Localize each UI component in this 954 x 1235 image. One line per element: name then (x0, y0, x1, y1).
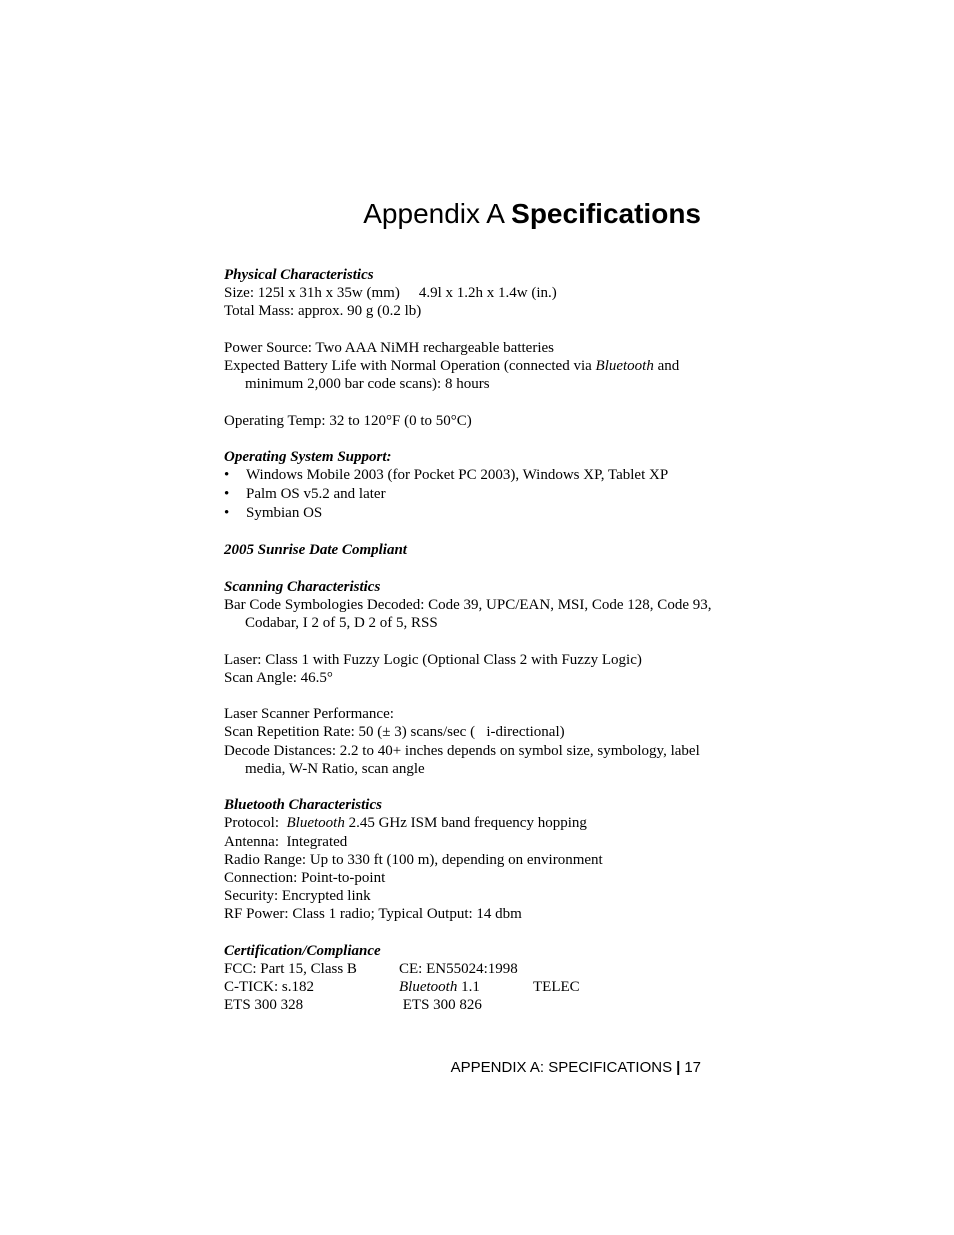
security-line: Security: Encrypted link (224, 888, 371, 905)
spec-body (224, 266, 714, 1015)
os-list (224, 466, 714, 523)
list-item: • Palm OS v5.2 and later (224, 486, 386, 503)
performance-line: Laser Scanner Performance: (224, 706, 394, 723)
os-heading: Operating System Support: (224, 448, 392, 465)
protocol-line: Protocol: Bluetooth 2.45 GHz ISM band frequency hopping (224, 815, 587, 832)
footer-label: APPENDIX A: SPECIFICATIONS (450, 1059, 673, 1076)
footer-separator: | (676, 1059, 681, 1076)
page-title (363, 195, 701, 233)
range-line: Radio Range: Up to 330 ft (100 m), depending on environment (224, 851, 603, 868)
physical-heading: Physical Characteristics (224, 267, 374, 283)
scanning-heading: Scanning Characteristics (224, 578, 381, 595)
mass-line: Total Mass: approx. 90 g (0.2 lb) (224, 303, 422, 320)
cert-row: C-TICK: s.182 Bluetooth 1.1 TELEC (224, 979, 580, 996)
cert-row: ETS 300 328 ETS 300 826 (224, 997, 482, 1014)
bluetooth-heading: Bluetooth Characteristics (224, 797, 382, 814)
cert-heading: Certification/Compliance (224, 942, 381, 959)
laser-line: Laser: Class 1 with Fuzzy Logic (Optional Class 2 with Fuzzy Logic) (224, 651, 642, 668)
repetition-line: Scan Repetition Rate: 50 (± 3) scans/sec ( i-directional) (224, 724, 565, 741)
rf-line: RF Power: Class 1 radio; Typical Output: 14 dbm (224, 906, 522, 923)
antenna-line: Antenna: Integrated (224, 833, 348, 850)
sunrise-heading: 2005 Sunrise Date Compliant (224, 542, 407, 559)
page-number: 17 (684, 1059, 701, 1076)
symbologies-line: Bar Code Symbologies Decoded: Code 39, UPC/EAN, MSI, Code 128, Code 93, Codabar, I 2 of 5, D 2 of 5, RSS (224, 596, 712, 632)
title-main: Specifications (511, 198, 701, 229)
temp-line: Operating Temp: 32 to 120°F (0 to 50°C) (224, 412, 472, 429)
list-item: • Symbian OS (224, 505, 323, 522)
title-prefix: Appendix A (363, 198, 504, 229)
list-item: • Windows Mobile 2003 (for Pocket PC 2003), Windows XP, Tablet XP (224, 467, 669, 484)
size-mm: Size: 125l x 31h x 35w (mm) (224, 285, 400, 302)
decode-line: Decode Distances: 2.2 to 40+ inches depends on symbol size, symbology, label media, W-N Ratio, scan angle (224, 742, 700, 777)
size-in: 4.9l x 1.2h x 1.4w (in.) (418, 285, 557, 302)
battery-line: Expected Battery Life with Normal Operation (connected via Bluetooth and minimum 2,000 bar code scans): 8 hours (224, 358, 680, 393)
page-footer (451, 1058, 701, 1078)
cert-row: FCC: Part 15, Class B CE: EN55024:1998 (224, 960, 518, 977)
size-line (224, 284, 714, 302)
power-line: Power Source: Two AAA NiMH rechargeable batteries (224, 339, 554, 356)
connection-line: Connection: Point-to-point (224, 869, 386, 886)
angle-line: Scan Angle: 46.5° (224, 669, 333, 686)
